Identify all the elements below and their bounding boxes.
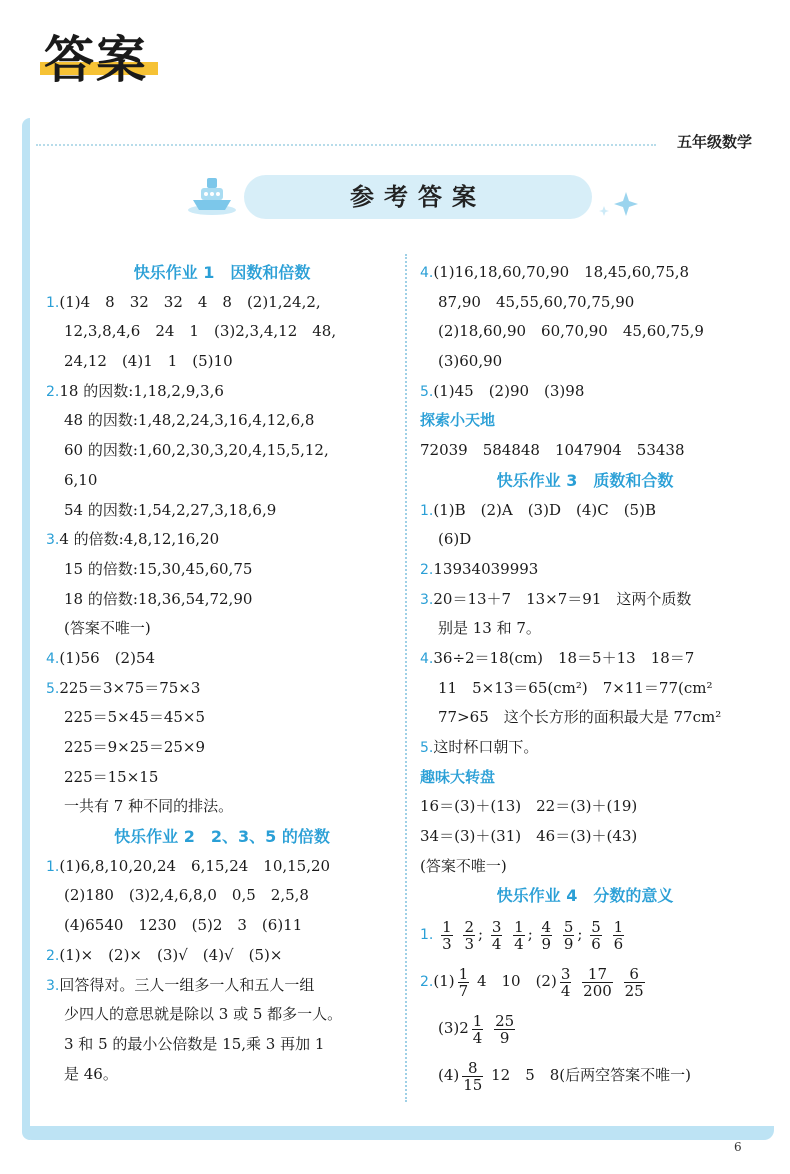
fraction: $\frac{5}{9}$: [563, 917, 574, 953]
answer-line: 24,12 (4)1 1 (5)10: [64, 352, 233, 371]
answer-line: 72039 584848 1047904 53438: [420, 441, 685, 460]
answer-line: 225＝5×45＝45×5: [64, 708, 206, 727]
answer-line: 别是 13 和 7。: [438, 619, 541, 638]
fraction: $\frac{25}{9}$: [495, 1011, 515, 1047]
answer-line: 12,3,8,4,6 24 1 (3)2,3,4,12 48,: [64, 322, 337, 341]
question-number: 5.: [420, 740, 434, 756]
right-column: [420, 258, 750, 1099]
answer-text: 回答得对。三人一组多一人和五人一组: [59, 975, 315, 994]
answer-line: 3 和 5 的最小公倍数是 15,乘 3 再加 1: [64, 1034, 325, 1053]
left-column: [46, 258, 398, 1089]
answer-line: 11 5×13＝65(cm²) 7×11＝77(cm²: [438, 678, 713, 697]
fraction: $\frac{1}{7}$: [458, 964, 469, 1000]
sparkle-icon: [596, 190, 640, 222]
answer-line: [46, 644, 398, 674]
question-number: 3.: [46, 977, 60, 994]
subsection-heading: 趣味大转盘: [420, 767, 496, 786]
fraction: $\frac{1}{4}$: [514, 917, 524, 953]
answer-line: 48 的因数:1,48,2,24,3,16,4,12,6,8: [64, 411, 315, 430]
question-number: 2.: [46, 383, 60, 400]
fraction: $\frac{8}{15}$: [463, 1058, 483, 1094]
answer-text: (1)45 (2)90 (3)98: [433, 381, 585, 400]
question-number: 5.: [46, 680, 60, 697]
answer-line: (2)180 (3)2,4,6,8,0 0,5 2,5,8: [64, 886, 309, 905]
answer-line: [420, 733, 750, 763]
ship-icon: [185, 170, 239, 218]
section-heading: 快乐作业 2 2、3、5 的倍数: [114, 827, 330, 847]
question-number: 4.: [420, 650, 434, 667]
question-number: 1.: [420, 502, 434, 519]
answer-text: (1)× (2)× (3)√ (4)√ (5)×: [59, 945, 283, 964]
answer-text: 36÷2＝18(cm) 18＝5＋13 18＝7: [433, 648, 695, 667]
answer-text: (1)56 (2)54: [59, 648, 156, 667]
question-number: 4.: [420, 265, 434, 281]
fraction: $\frac{6}{25}$: [624, 964, 644, 1000]
answer-line: [420, 585, 750, 615]
section-heading: 快乐作业 1 因数和倍数: [133, 263, 311, 282]
answer-line: 34＝(3)＋(31) 46＝(3)＋(43): [420, 827, 638, 846]
answer-text: 这时杯口朝下。: [433, 738, 539, 756]
page-border-bottom: [22, 1126, 774, 1140]
question-number: 2.: [46, 947, 60, 964]
answer-line: [420, 644, 750, 674]
answer-line: (3)60,90: [438, 352, 503, 371]
question-number: 5.: [420, 383, 434, 400]
answer-line: 6,10: [64, 470, 98, 489]
answer-text: 4 的倍数:4,8,12,16,20: [59, 530, 220, 549]
answer-line: [420, 496, 750, 526]
fraction-answer-line: (3)2 $\frac{1}{4}$ $\frac{25}{9}$: [438, 1011, 515, 1047]
fraction-answer-line: (4) $\frac{8}{15}$ 12 5 8(后两空答案不唯一): [438, 1058, 692, 1094]
answer-line: 225＝15×15: [64, 767, 159, 786]
answer-line: [420, 377, 750, 407]
answer-line: 77>65 这个长方形的面积最大是 77cm²: [438, 708, 722, 727]
answer-line: 16＝(3)＋(13) 22＝(3)＋(19): [420, 797, 638, 816]
answer-line: (4)6540 1230 (5)2 3 (6)11: [64, 916, 303, 935]
column-divider: [405, 254, 407, 1102]
answer-text: 18 的因数:1,18,2,9,3,6: [59, 381, 224, 400]
answer-line: [46, 941, 398, 971]
fraction: $\frac{1}{4}$: [472, 1011, 483, 1047]
answer-text: (1)6,8,10,20,24 6,15,24 10,15,20: [59, 856, 331, 875]
answer-line: [46, 674, 398, 704]
answer-line: 87,90 45,55,60,70,75,90: [438, 292, 635, 311]
answer-text: 225＝3×75＝75×3: [59, 678, 201, 697]
answer-line: [420, 555, 750, 585]
question-number: 1.: [46, 294, 60, 311]
fraction: $\frac{3}{4}$: [491, 917, 502, 953]
answer-line: [46, 525, 398, 555]
fraction-answer-line: 2.(1) $\frac{1}{7}$ 4 10 (2) $\frac{3}{4}$ $\frac{17}{200}$ $\frac{6}{25}$: [420, 964, 644, 1000]
fraction: $\frac{3}{4}$: [560, 964, 571, 1000]
question-number: 3.: [420, 591, 434, 608]
answer-line: 60 的因数:1,60,2,30,3,20,4,15,5,12,: [64, 441, 329, 460]
question-number: 1.: [46, 858, 60, 875]
page-title: 答案: [44, 31, 148, 89]
question-number: 3.: [46, 532, 60, 549]
answer-line: (2)18,60,90 60,70,90 45,60,75,9: [438, 322, 704, 341]
fraction: $\frac{1}{3}$: [442, 917, 452, 953]
answer-banner: 参考答案: [244, 175, 592, 219]
answer-line: [46, 971, 398, 1001]
fraction: $\frac{17}{200}$: [583, 964, 612, 1000]
answer-line: 18 的倍数:18,36,54,72,90: [64, 589, 253, 608]
page-border-left: [22, 118, 30, 1140]
fraction: $\frac{4}{9}$: [541, 917, 552, 953]
answer-line: [46, 377, 398, 407]
answer-text: 20＝13＋7 13×7＝91 这两个质数: [433, 589, 692, 608]
fraction-answer-line: 1. $\frac{1}{3}$ $\frac{2}{3}$ ; $\frac{3}{4}$ $\frac{1}{4}$ ; $\frac{4}{9}$ $\frac{5}{9}$ ; $\frac{5}{6}$ $\frac{1}{6}$: [420, 917, 624, 953]
answer-line: [46, 852, 398, 882]
answer-text: (1)4 8 32 32 4 8 (2)1,24,2,: [59, 292, 321, 311]
answer-line: (答案不唯一): [420, 856, 507, 875]
section-heading: 快乐作业 3 质数和合数: [496, 470, 674, 490]
answer-line: 一共有 7 种不同的排法。: [64, 797, 234, 816]
answer-line: 是 46。: [64, 1064, 118, 1083]
answer-line: 54 的因数:1,54,2,27,3,18,6,9: [64, 500, 277, 519]
question-number: 1.: [420, 927, 434, 944]
fraction: $\frac{2}{3}$: [464, 917, 475, 953]
answer-line: 15 的倍数:15,30,45,60,75: [64, 559, 253, 578]
answer-line: [46, 288, 398, 318]
fraction: $\frac{5}{6}$: [591, 917, 601, 953]
question-number: 2.: [420, 561, 434, 578]
answer-line: 225＝9×25＝25×9: [64, 738, 206, 756]
answer-text: (1)B (2)A (3)D (4)C (5)B: [433, 500, 656, 519]
answer-text: (1)16,18,60,70,90 18,45,60,75,8: [433, 263, 690, 281]
question-number: 4.: [46, 650, 60, 667]
answer-text: 13934039993: [433, 559, 539, 578]
answer-line: (答案不唯一): [64, 619, 151, 638]
grade-label: 五年级数学: [676, 133, 752, 151]
answer-line: (6)D: [438, 530, 472, 549]
page-number: 6: [734, 1140, 742, 1154]
header-dotted-line: [36, 144, 656, 146]
question-number: 2.: [420, 974, 434, 991]
answer-line: 少四人的意思就是除以 3 或 5 都多一人。: [64, 1005, 343, 1024]
subsection-heading: 探索小天地: [420, 411, 496, 430]
fraction: $\frac{1}{6}$: [613, 917, 624, 953]
section-heading: 快乐作业 4 分数的意义: [496, 886, 674, 906]
answer-line: [420, 258, 750, 288]
